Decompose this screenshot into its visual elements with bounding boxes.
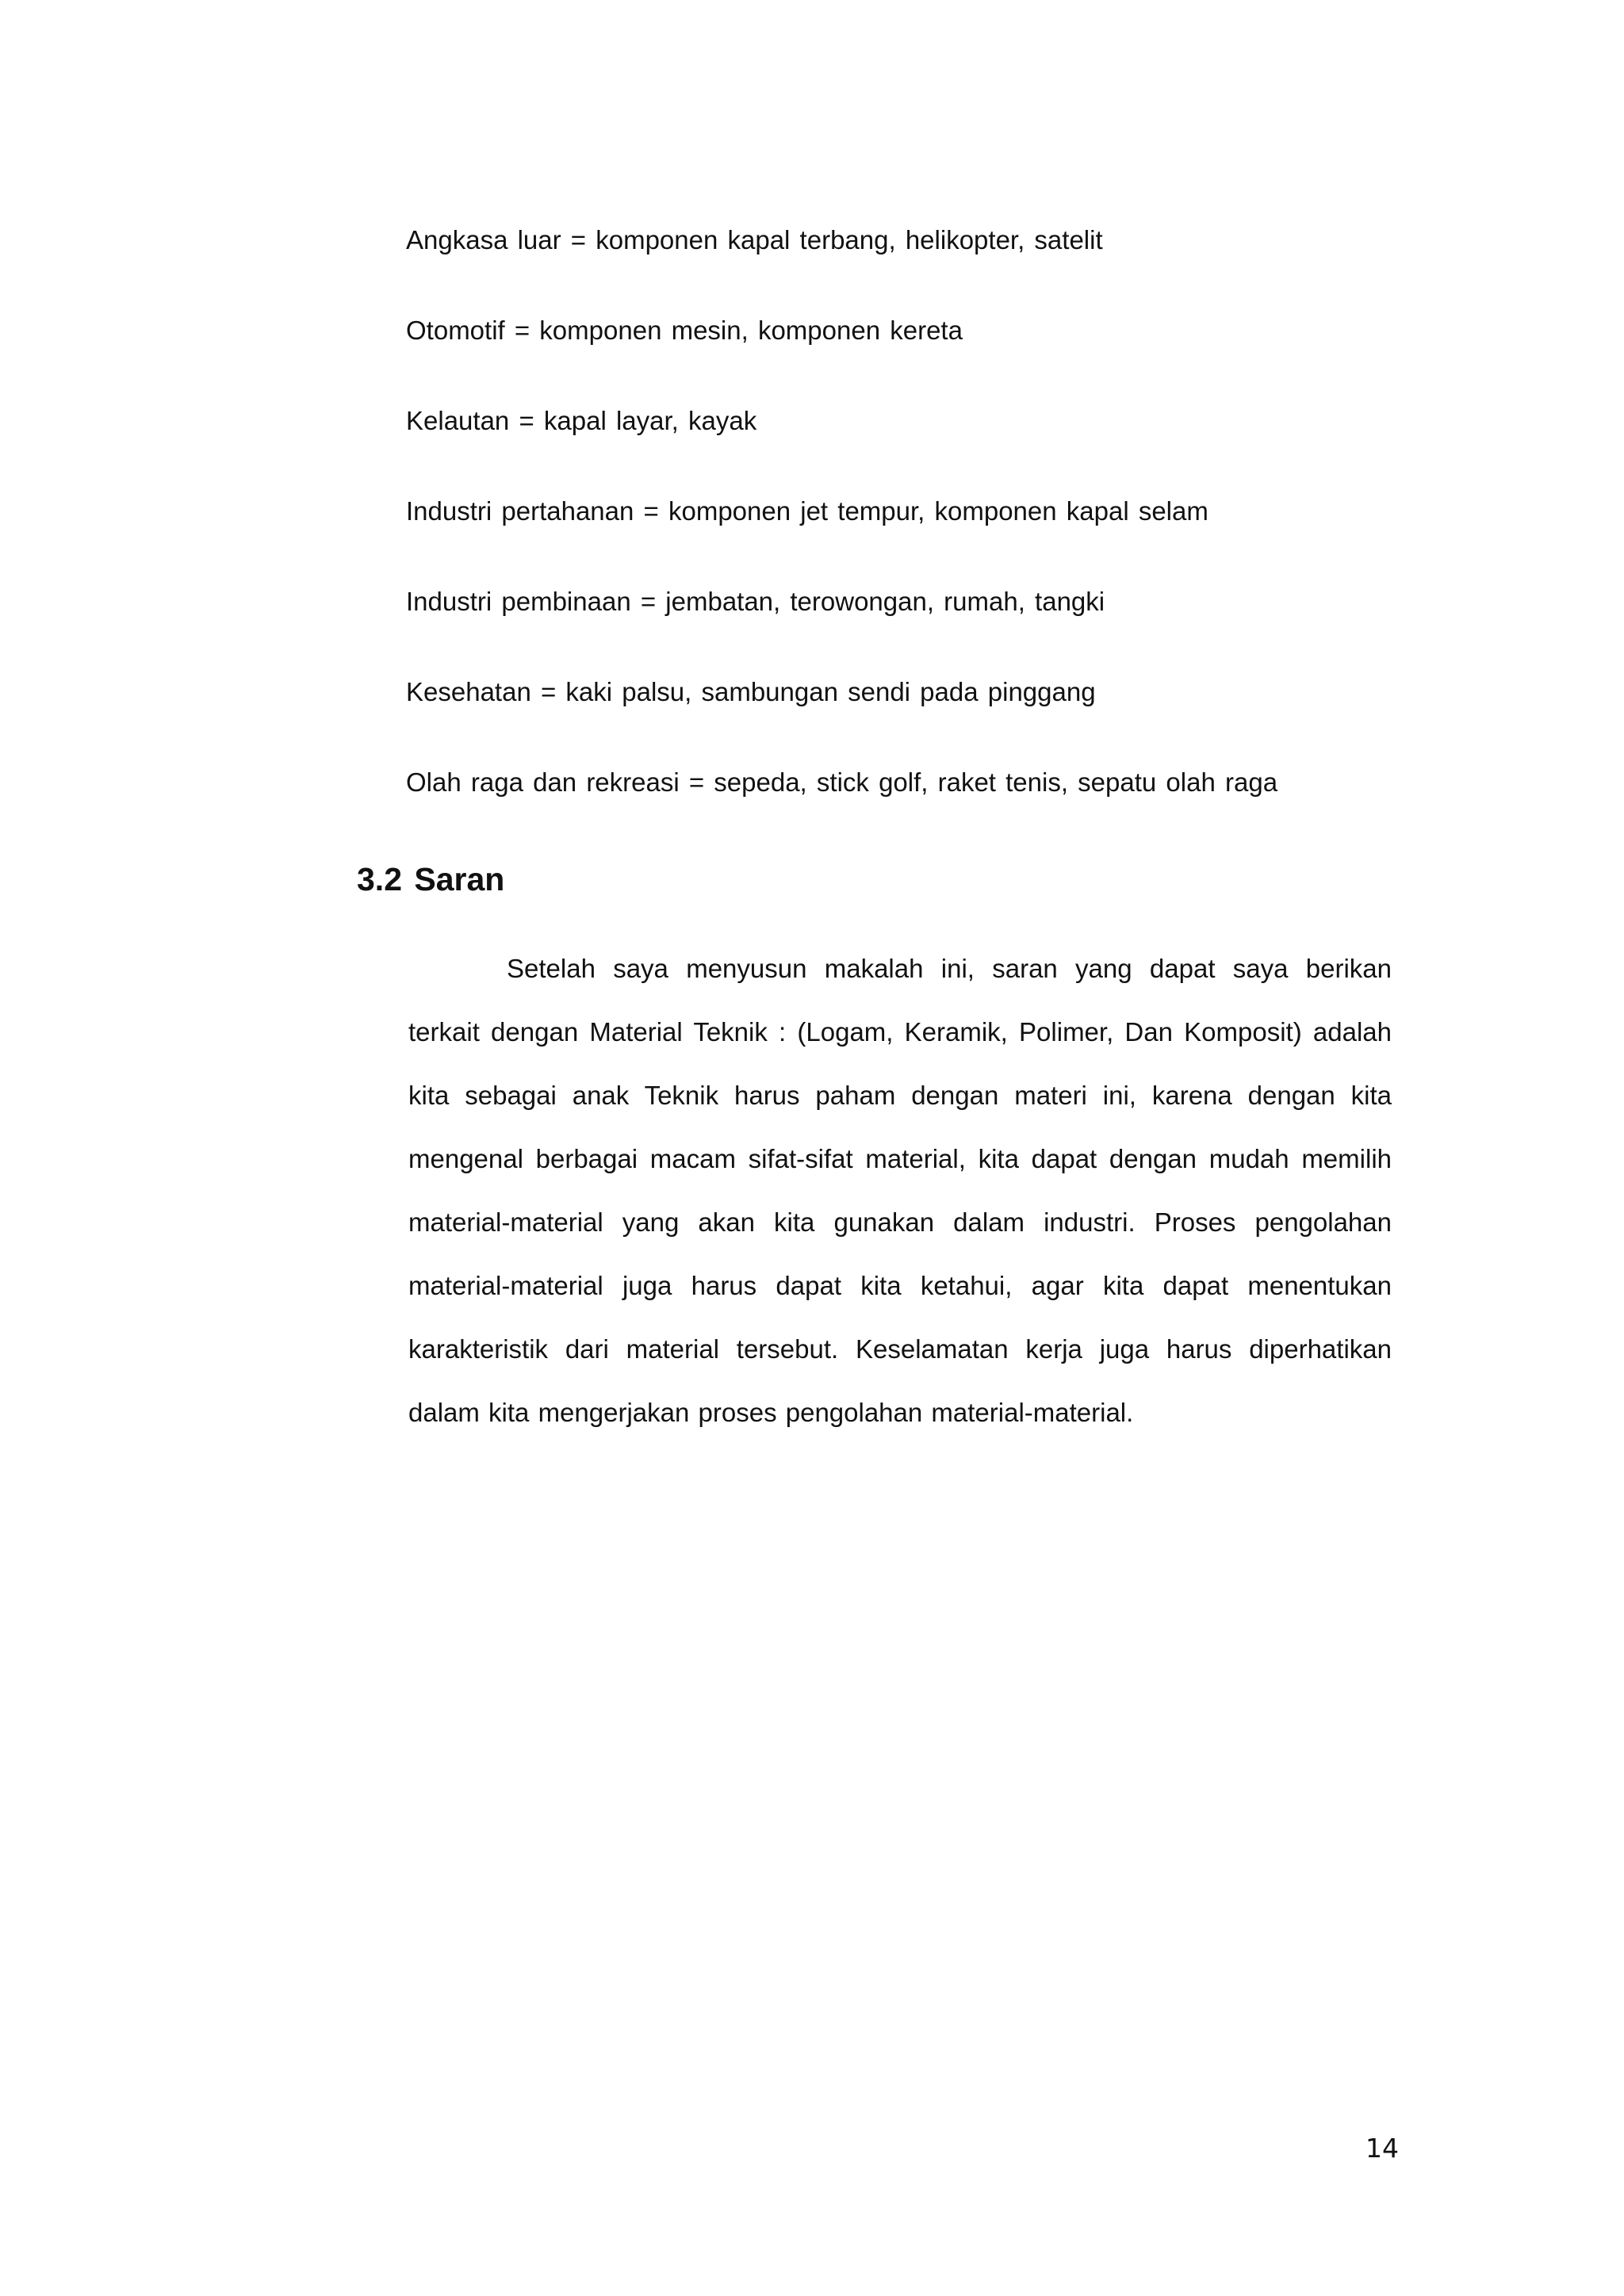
list-item: Industri pembinaan = jembatan, terowongan, rumah, tangki (406, 587, 1105, 616)
section-heading: 3.2 Saran (357, 861, 505, 897)
list-item: Kesehatan = kaki palsu, sambungan sendi pada pinggang (406, 677, 1096, 706)
list-item: Industri pertahanan = komponen jet tempur, komponen kapal selam (406, 496, 1208, 526)
list-item: Angkasa luar = komponen kapal terbang, helikopter, satelit (406, 225, 1103, 254)
list-item: Otomotif = komponen mesin, komponen kereta (406, 316, 963, 345)
list-item: Kelautan = kapal layar, kayak (406, 406, 757, 435)
saran-paragraph: Setelah saya menyusun makalah ini, saran yang dapat saya berikan terkait dengan Material Teknik : (Logam, Keramik, Polimer, Dan Komposit) adalah kita sebagai anak Teknik harus paham dengan materi ini, karena dengan kita mengenal berbagai macam sifat-sifat material, kita dapat dengan mudah memilih material-material yang akan kita gunakan dalam industri. Proses pengolahan material-material juga harus dapat kita ketahui, agar kita dapat menentukan karakteristik dari material tersebut. Keselamatan kerja juga harus diperhatikan dalam kita mengerjakan proses pengolahan material-material. (408, 954, 1392, 1427)
application-list (406, 224, 1437, 857)
list-item: Olah raga dan rekreasi = sepeda, stick golf, raket tenis, sepatu olah raga (406, 767, 1278, 797)
page-number: 14 (1365, 2133, 1399, 2164)
